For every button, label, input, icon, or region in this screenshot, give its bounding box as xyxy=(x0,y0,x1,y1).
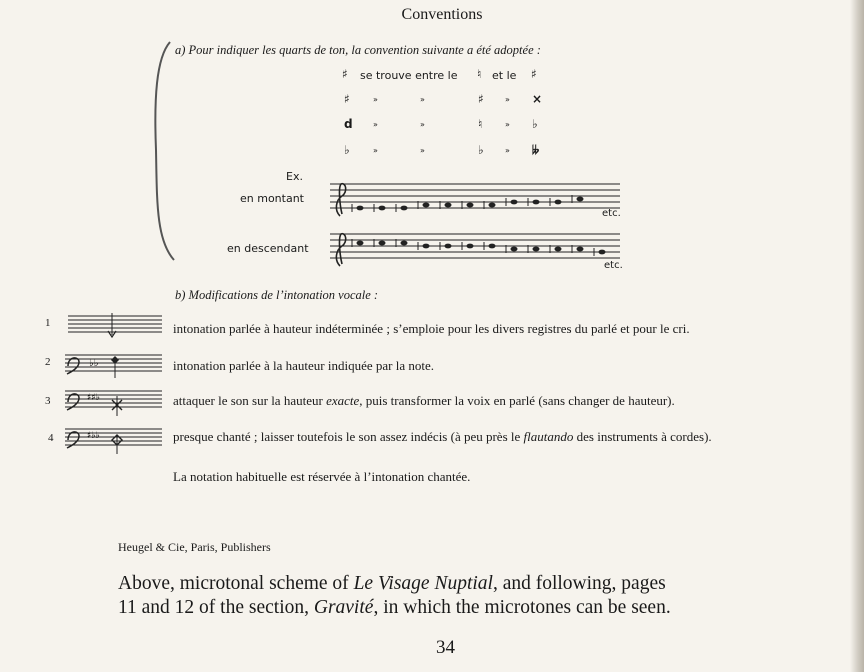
qt-note1: ♯ xyxy=(478,92,484,106)
modification-text: presque chanté ; laisser toutefois le son assez indécis (à peu près le flautando des instruments à cordes). xyxy=(173,429,712,444)
figure-caption: Above, microtonal scheme of Le Visage Nuptial, and following, pages 11 and 12 of the section, Gravité, in which the microtones can be seen. xyxy=(118,573,671,618)
page-title: Conventions xyxy=(401,6,483,23)
row-number: 1 xyxy=(45,317,51,329)
svg-text:♯♯♭: ♯♯♭ xyxy=(87,393,100,403)
staff-spoken-pitch xyxy=(65,352,162,378)
row-number: 3 xyxy=(45,395,51,407)
staff-attack-exact xyxy=(65,388,162,416)
staff-unpitched xyxy=(68,313,162,339)
qt-symbol: d xyxy=(344,117,353,131)
qt-note1: ♮ xyxy=(477,67,482,81)
ascending-staff xyxy=(330,180,622,220)
etc-descending: etc. xyxy=(604,260,623,271)
ditto-mark: » xyxy=(373,146,378,155)
qt-et-text: et le xyxy=(492,69,517,82)
descending-label: en descendant xyxy=(227,242,309,255)
example-label: Ex. xyxy=(286,170,303,183)
qt-symbol: ♭ xyxy=(344,143,350,157)
ditto-mark: » xyxy=(505,120,510,129)
modification-text: intonation parlée à hauteur indéterminée ; s’emploie pour les divers registres du parlé et pour le cri. xyxy=(173,321,690,336)
modification-text: intonation parlée à la hauteur indiquée par la note. xyxy=(173,358,434,373)
qt-symbol: ♯ xyxy=(344,92,350,106)
etc-ascending: etc. xyxy=(602,208,621,219)
qt-header-text: se trouve entre le xyxy=(360,69,458,82)
ascending-label: en montant xyxy=(240,192,304,205)
qt-note2: × xyxy=(532,92,543,106)
ditto-mark: » xyxy=(420,120,425,129)
ditto-mark: » xyxy=(420,95,425,104)
qt-note2: 𝄫 xyxy=(532,143,540,157)
row-number: 4 xyxy=(48,432,54,444)
habitual-notation-note: La notation habituelle est réservée à l’intonation chantée. xyxy=(173,469,471,484)
page-edge-shadow xyxy=(850,0,864,672)
ditto-mark: » xyxy=(505,95,510,104)
ditto-mark: » xyxy=(420,146,425,155)
qt-symbol: ♯ xyxy=(342,67,348,81)
ditto-mark: » xyxy=(373,95,378,104)
ditto-mark: » xyxy=(373,120,378,129)
staff-almost-sung xyxy=(65,426,162,454)
svg-text:♭♭: ♭♭ xyxy=(89,358,99,369)
section-b-heading: b) Modifications de l’intonation vocale : xyxy=(175,288,379,302)
svg-text:♯♭♭: ♯♭♭ xyxy=(87,431,100,441)
page-number: 34 xyxy=(436,637,455,658)
qt-note1: ♭ xyxy=(478,143,484,157)
qt-note1: ♮ xyxy=(478,117,483,131)
left-brace xyxy=(148,40,178,262)
qt-note2: ♯ xyxy=(531,67,537,81)
descending-staff xyxy=(330,230,622,270)
modification-text: attaquer le son sur la hauteur exacte, puis transformer la voix en parlé (sans changer de hauteur). xyxy=(173,393,675,408)
ditto-mark: » xyxy=(505,146,510,155)
section-a-heading: a) Pour indiquer les quarts de ton, la convention suivante a été adoptée : xyxy=(175,43,541,57)
row-number: 2 xyxy=(45,356,51,368)
publisher-credit: Heugel & Cie, Paris, Publishers xyxy=(118,540,271,554)
qt-note2: ♭ xyxy=(532,117,538,131)
